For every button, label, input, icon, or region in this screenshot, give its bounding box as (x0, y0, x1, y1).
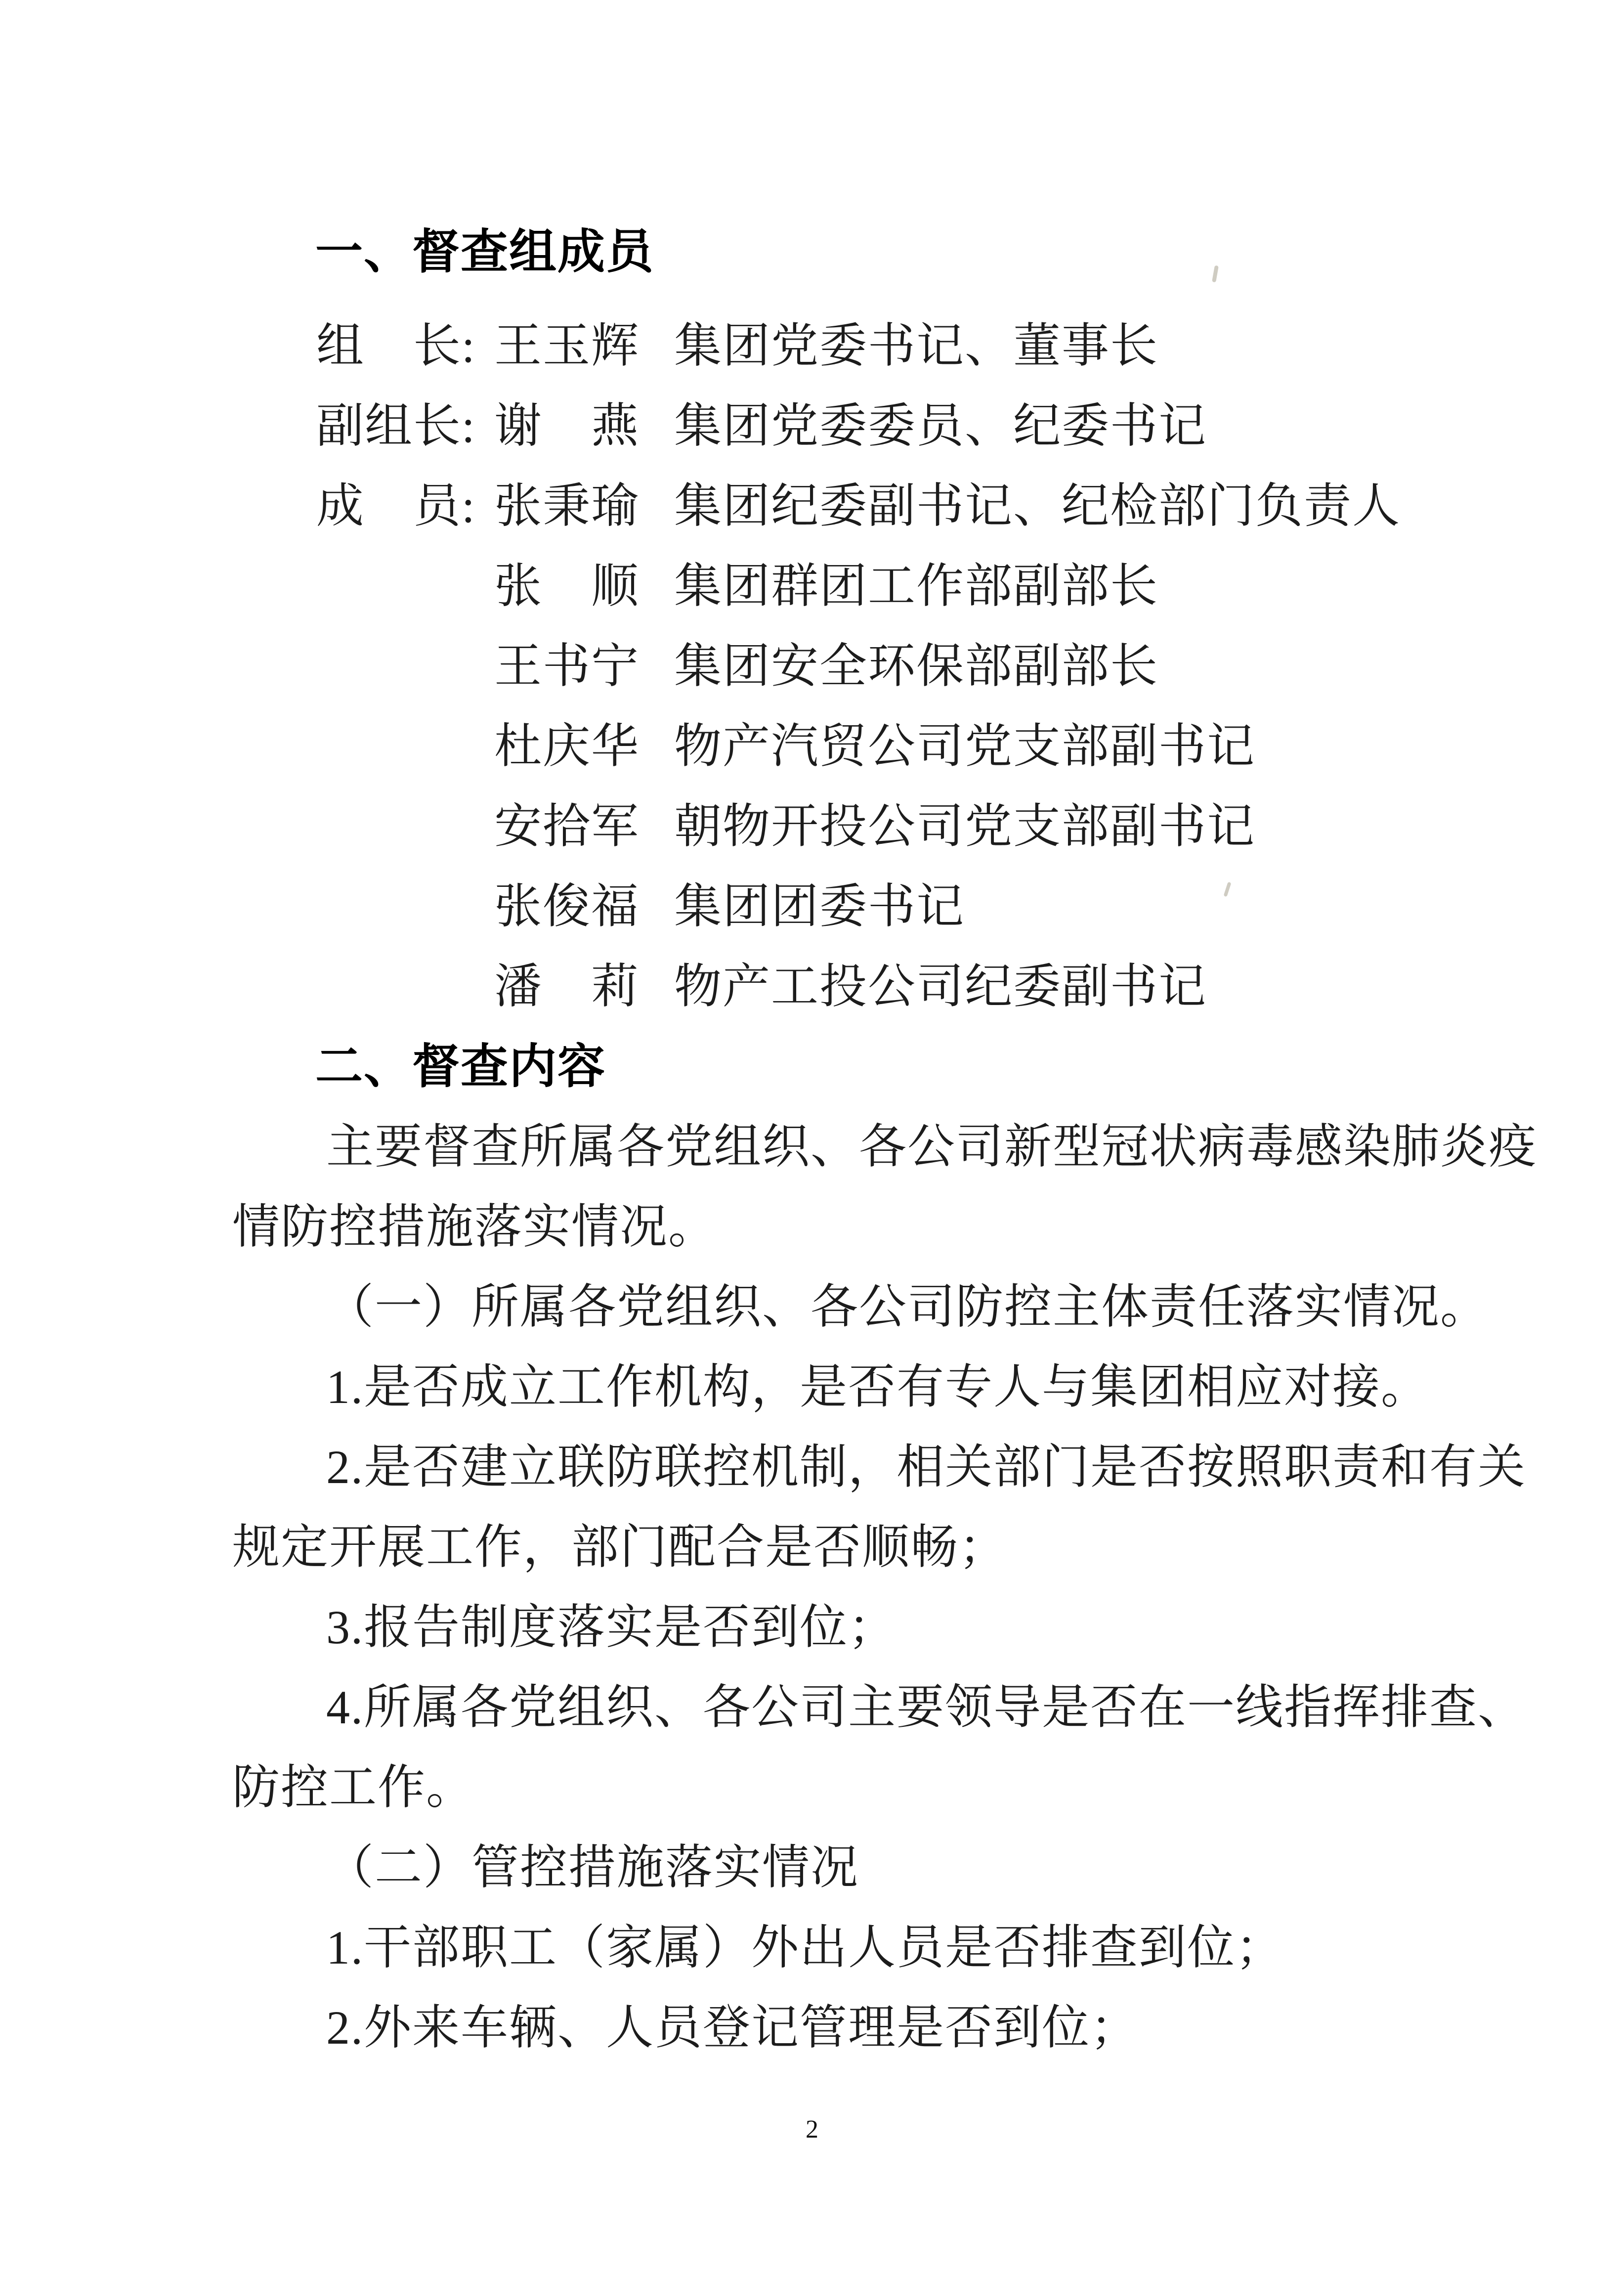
body-line: （二）管控措施落实情况 (326, 1841, 859, 1894)
member-role (316, 706, 494, 787)
section-2-heading: 二、督查内容 (315, 1040, 606, 1093)
member-name: 张秉瑜 (494, 480, 640, 532)
member-title: 集团群团工作部副部长 (674, 560, 1158, 613)
member-row (232, 626, 1443, 706)
body-line: 防控工作。 (232, 1761, 474, 1814)
member-name: 王玉辉 (494, 319, 640, 372)
section-1-heading: 一、督查组成员 (315, 225, 654, 278)
member-row (232, 546, 1443, 626)
body-line: 1.是否成立工作机构，是否有专人与集团相应对接。 (326, 1360, 1429, 1413)
member-name: 谢 燕 (494, 399, 640, 452)
body-line: 规定开展工作，部门配合是否顺畅； (232, 1521, 1007, 1574)
member-row (232, 466, 1443, 546)
member-title: 集团团委书记 (674, 880, 965, 933)
member-name: 潘 莉 (494, 960, 640, 1013)
member-role: 成 员: (316, 480, 476, 532)
body-line: 2.外来车辆、人员登记管理是否到位； (326, 2001, 1139, 2054)
member-title: 物产工投公司纪委副书记 (674, 960, 1207, 1013)
member-title: 集团安全环保部副部长 (674, 640, 1158, 693)
member-row (232, 386, 1443, 466)
body-line: （一）所属各党组织、各公司防控主体责任落实情况。 (326, 1280, 1489, 1333)
member-role: 组 长: (316, 319, 476, 372)
member-role (316, 867, 494, 947)
member-name: 张俊福 (494, 880, 640, 933)
body-line: 2.是否建立联防联控机制，相关部门是否按照职责和有关 (326, 1441, 1526, 1493)
member-row (232, 947, 1443, 1027)
member-name: 张 顺 (494, 560, 640, 613)
member-row (232, 306, 1443, 386)
body-line: 情防控措施落实情况。 (232, 1200, 717, 1253)
body-line: 1.干部职工（家属）外出人员是否排查到位； (326, 1921, 1284, 1974)
member-role (316, 947, 494, 1027)
body-line: 4.所属各党组织、各公司主要领导是否在一线指挥排查、 (326, 1681, 1526, 1734)
document-body (232, 212, 1537, 2068)
member-row (232, 867, 1443, 947)
body-line: 主要督查所属各党组织、各公司新型冠状病毒感染肺炎疫 (326, 1120, 1537, 1173)
member-role (316, 787, 494, 867)
member-name: 王书宁 (494, 640, 640, 693)
member-title: 物产汽贸公司党支部副书记 (674, 720, 1255, 773)
member-name: 杜庆华 (494, 720, 640, 773)
body-line: 3.报告制度落实是否到位； (326, 1601, 897, 1654)
member-role: 副组长: (316, 399, 476, 452)
member-row (232, 787, 1443, 867)
member-row (232, 706, 1443, 787)
member-role (316, 626, 494, 706)
member-title: 朝物开投公司党支部副书记 (674, 800, 1255, 853)
page-number: 2 (806, 2115, 818, 2144)
member-name: 安拾军 (494, 800, 640, 853)
member-role (316, 546, 494, 626)
member-title: 集团纪委副书记、纪检部门负责人 (674, 480, 1401, 532)
member-title: 集团党委委员、纪委书记 (674, 399, 1207, 452)
member-title: 集团党委书记、董事长 (674, 319, 1158, 372)
